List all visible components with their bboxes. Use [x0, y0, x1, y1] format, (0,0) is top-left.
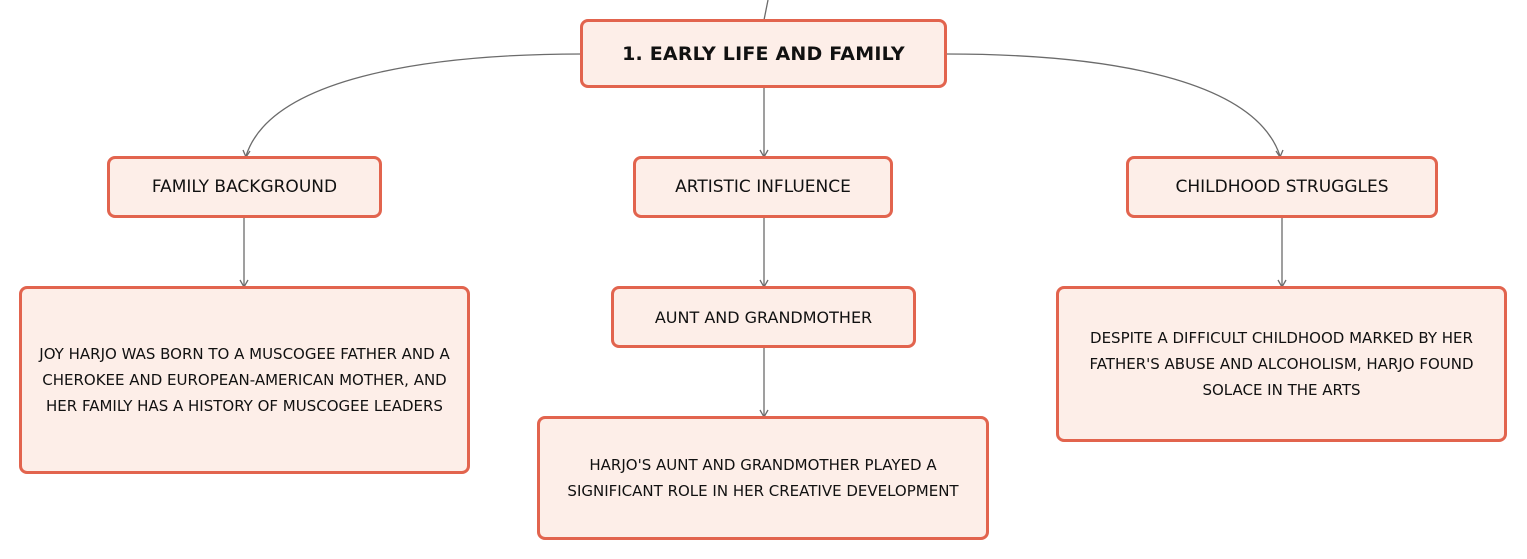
detail-node-artistic-influence[interactable]: [537, 416, 989, 540]
connector-root-to-childhood-struggles: [946, 54, 1280, 156]
branch-node-childhood-struggles[interactable]: [1126, 156, 1438, 218]
detail-node-childhood-struggles[interactable]: [1056, 286, 1507, 442]
root-node-label: 1. EARLY LIFE AND FAMILY: [622, 42, 905, 65]
branch-node-label: CHILDHOOD STRUGGLES: [1175, 177, 1389, 197]
branch-node-label: FAMILY BACKGROUND: [151, 177, 338, 197]
detail-node-family-background[interactable]: [19, 286, 470, 474]
detail-node-text: JOY HARJO WAS BORN TO A MUSCOGEE FATHER AND A CHEROKEE AND EUROPEAN-AMERICAN MOTHER, AND HER FAMILY HAS A HISTORY OF MUSCOGEE LEADERS: [39, 345, 450, 415]
detail-node-text: DESPITE A DIFFICULT CHILDHOOD MARKED BY HER FATHER'S ABUSE AND ALCOHOLISM, HARJO FOUND SOLACE IN THE ARTS: [1089, 329, 1474, 399]
sub-node-aunt-and-grandmother[interactable]: [611, 286, 916, 348]
root-node[interactable]: [580, 19, 947, 88]
detail-node-text: HARJO'S AUNT AND GRANDMOTHER PLAYED A SIGNIFICANT ROLE IN HER CREATIVE DEVELOPMENT: [567, 456, 959, 500]
branch-node-artistic-influence[interactable]: [633, 156, 893, 218]
sub-node-label: AUNT AND GRANDMOTHER: [654, 307, 873, 327]
connector-parent-to-root: [764, 0, 768, 20]
connector-root-to-family-background: [246, 54, 582, 156]
branch-node-family-background[interactable]: [107, 156, 382, 218]
branch-node-label: ARTISTIC INFLUENCE: [675, 177, 851, 197]
